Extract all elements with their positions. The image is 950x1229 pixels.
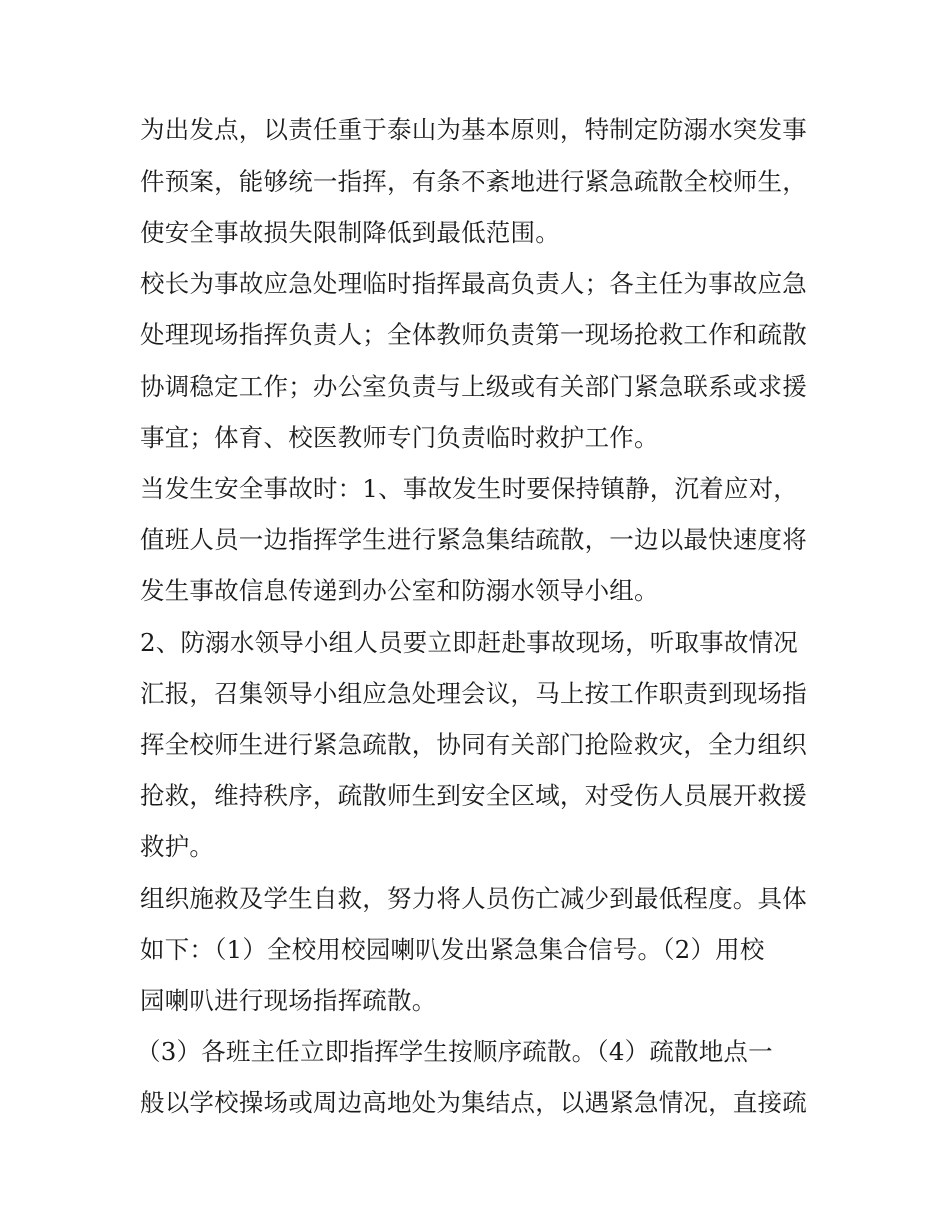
text-line: 般以学校操场或周边高地处为集结点，以遇紧急情况，直接疏 xyxy=(140,1088,807,1117)
text-line: 如下：（1）全校用校园喇叭发出紧急集合信号。（2）用校 xyxy=(140,935,765,964)
text-line: 救护。 xyxy=(140,832,215,861)
text-line: 园喇叭进行现场指挥疏散。 xyxy=(140,986,437,1015)
text-line: 校长为事故应急处理临时指挥最高负责人；各主任为事故应急 xyxy=(140,269,807,298)
text-line: 发生事故信息传递到办公室和防溺水领导小组。 xyxy=(140,576,659,605)
text-line: 当发生安全事故时：1、事故发生时要保持镇静，沉着应对， xyxy=(140,474,798,503)
text-line: 2、防溺水领导小组人员要立即赶赴事故现场，听取事故情况 xyxy=(140,628,798,657)
text-line: 挥全校师生进行紧急疏散，协同有关部门抢险救灾，全力组织 xyxy=(140,730,807,759)
text-line: 组织施救及学生自救，努力将人员伤亡减少到最低程度。具体 xyxy=(140,884,807,913)
text-line: 为出发点，以责任重于泰山为基本原则，特制定防溺水突发事 xyxy=(140,115,807,144)
text-line: 处理现场指挥负责人；全体教师负责第一现场抢救工作和疏散 xyxy=(140,320,807,349)
text-line: 事宜；体育、校医教师专门负责临时救护工作。 xyxy=(140,423,659,452)
text-line: 使安全事故损失限制降低到最低范围。 xyxy=(140,218,560,247)
text-line: 值班人员一边指挥学生进行紧急集结疏散，一边以最快速度将 xyxy=(140,525,807,554)
text-line: 件预案，能够统一指挥，有条不紊地进行紧急疏散全校师生， xyxy=(140,167,807,196)
text-line: （3）各班主任立即指挥学生按顺序疏散。（4）疏散地点一 xyxy=(136,1037,773,1066)
text-line: 抢救，维持秩序，疏散师生到安全区域，对受伤人员展开救援 xyxy=(140,781,807,810)
text-line: 协调稳定工作；办公室负责与上级或有关部门紧急联系或求援 xyxy=(140,372,807,401)
text-line: 汇报，召集领导小组应急处理会议，马上按工作职责到现场指 xyxy=(140,679,807,708)
